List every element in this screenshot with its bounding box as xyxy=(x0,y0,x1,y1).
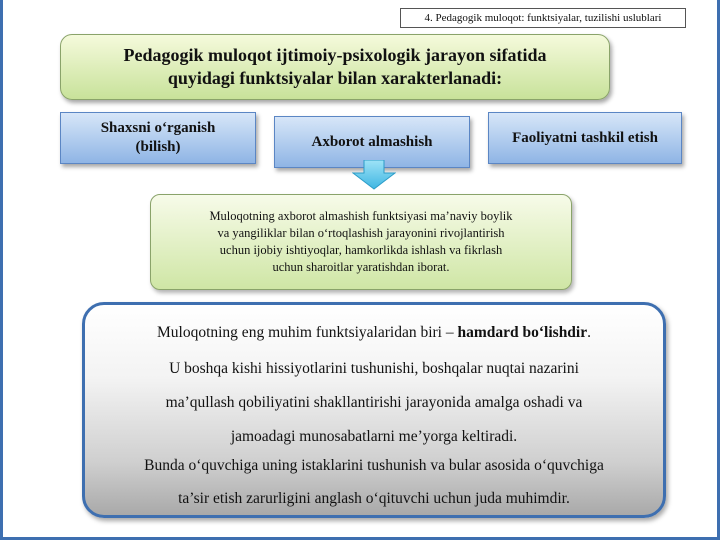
main-line-1-prefix: Muloqotning eng muhim funktsiyalaridan biri – xyxy=(156,324,458,341)
main-line-3: ma’qullash qobiliyatini shakllantirishi jarayonida amalga oshadi va xyxy=(165,394,583,411)
info-line-3: uchun ijobiy ishtiyoqlar, hamkorlikda ishlash va fikrlash xyxy=(219,243,503,257)
function-box-activity-organization xyxy=(488,112,682,164)
intro-box xyxy=(60,34,610,100)
left-edge-stripe xyxy=(0,0,3,540)
information-exchange-description xyxy=(150,194,572,290)
function-information-label: Axborot almashish xyxy=(311,133,433,150)
down-arrow-icon xyxy=(352,160,396,190)
main-line-1 xyxy=(85,323,663,343)
slide-header-label: 4. Pedagogik muloqot: funktsiyalar, tuzilishi uslublari xyxy=(400,8,686,28)
main-line-4: jamoadagi munosabatlarni me’yorga keltiradi. xyxy=(230,428,518,445)
empathy-explanation-box xyxy=(82,302,666,518)
intro-line-2: quyidagi funktsiyalar bilan xarakterlanadi: xyxy=(167,68,503,88)
main-line-1-suffix: . xyxy=(587,324,591,341)
main-line-6: ta’sir etish zarurligini anglash o‘qituvchi uchun juda muhimdir. xyxy=(178,490,570,507)
main-line-1-bold: hamdard bo‘lishdir xyxy=(457,324,588,341)
function-knowledge-line-1: Shaxsni o‘rganish xyxy=(100,120,216,136)
function-box-knowledge xyxy=(60,112,256,164)
function-activity-label: Faoliyatni tashkil etish xyxy=(512,129,658,146)
main-line-5: Bunda o‘quvchiga uning istaklarini tushunish va bular asosida o‘quvchiga xyxy=(144,457,604,474)
main-line-2: U boshqa kishi hissiyotlarini tushunishi, boshqalar nuqtai nazarini xyxy=(169,360,579,377)
info-line-2: va yangiliklar bilan o‘rtoqlashish jarayonini rivojlantirish xyxy=(217,226,505,240)
info-line-1: Muloqotning axborot almashish funktsiyasi ma’naviy boylik xyxy=(209,209,513,223)
function-knowledge-line-2: (bilish) xyxy=(135,139,181,155)
info-line-4: uchun sharoitlar yaratishdan iborat. xyxy=(272,260,450,274)
intro-line-1: Pedagogik muloqot ijtimoiy-psixologik jarayon sifatida xyxy=(123,45,547,65)
